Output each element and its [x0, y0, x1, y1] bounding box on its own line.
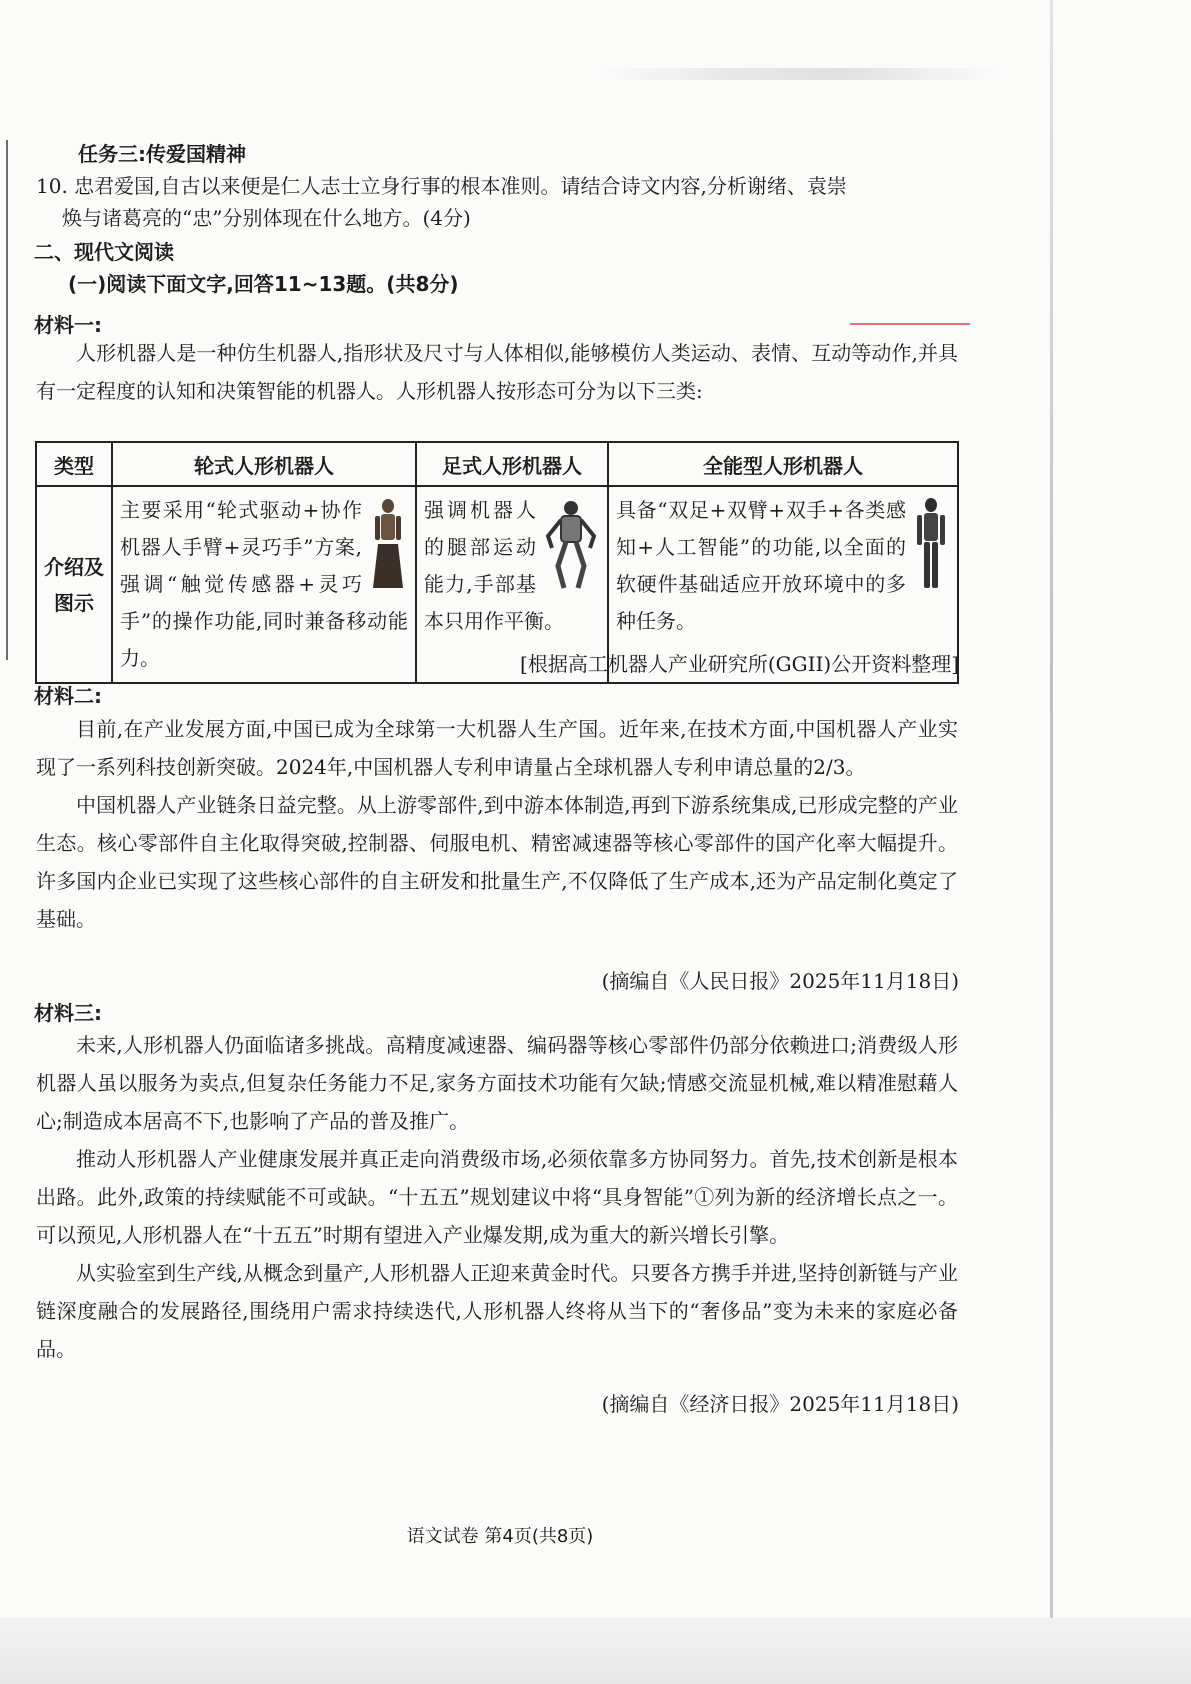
cell-wheeled: 主要采用“轮式驱动+协作机器人手臂+灵巧手”方案,强调“触觉传感器+灵巧手”的操作功能,同时兼备移动能力。 [112, 486, 416, 683]
header-wheeled: 轮式人形机器人 [112, 442, 416, 486]
question-10-line2: 焕与诸葛亮的“忠”分别体现在什么地方。(4分) [62, 206, 471, 230]
material-3-source: (摘编自《经济日报》2025年11月18日) [601, 1392, 959, 1416]
material-1-text: 人形机器人是一种仿生机器人,指形状及尺寸与人体相似,能够模仿人类运动、表情、互动等动作,并具有一定程度的认知和决策智能的机器人。人形机器人按形态可分为以下三类: [36, 341, 958, 403]
page-footer: 语文试卷 第4页(共8页) [406, 1526, 594, 1547]
section-heading: 二、现代文阅读 [34, 240, 174, 264]
row-label: 介绍及 图示 [36, 486, 112, 683]
material-2-paragraph-1: 目前,在产业发展方面,中国已成为全球第一大机器人生产国。近年来,在技术方面,中国机器人产业实现了一系列科技创新突破。2024年,中国机器人专利申请量占全球机器人专利申请总量的2/3。 [36, 717, 958, 779]
subsection-heading: (一)阅读下面文字,回答11~13题。(共8分) [68, 272, 459, 296]
material-2-label: 材料二: [34, 684, 102, 708]
material-3-paragraph-1: 未来,人形机器人仍面临诸多挑战。高精度减速器、编码器等核心零部件仍部分依赖进口;消费级人形机器人虽以服务为卖点,但复杂任务能力不足,家务方面技术功能有欠缺;情感交流显机械,难以精准慰藉人心;制造成本居高不下,也影响了产品的普及推广。 [36, 1033, 958, 1133]
scan-smudge [600, 68, 1000, 80]
humanoid-robot-icon [914, 496, 948, 592]
material-3-paragraph-2: 推动人形机器人产业健康发展并真正走向消费级市场,必须依靠多方协同努力。首先,技术创新是根本出路。此外,政策的持续赋能不可或缺。“十五五”规划建议中将“具身智能”①列为新的经济增长点之一。可以预见,人形机器人在“十五五”时期有望进入产业爆发期,成为重大的新兴增长引擎。 [36, 1147, 958, 1247]
material-3-text [36, 1026, 958, 1368]
header-type: 类型 [36, 442, 112, 486]
material-2-text [36, 710, 958, 938]
header-legged: 足式人形机器人 [416, 442, 608, 486]
cell-allround: 具备“双足+双臂+双手+各类感知+人工智能”的功能,以全面的软硬件基础适应开放环境中的多种任务。 [608, 486, 958, 683]
material-3-label: 材料三: [34, 1001, 102, 1025]
task-title: 任务三:传爱国精神 [78, 142, 246, 166]
wheeled-robot-icon [370, 496, 406, 592]
material-1-source: [根据高工机器人产业研究所(GGII)公开资料整理] [520, 652, 959, 676]
red-mark [850, 323, 970, 325]
question-number: 10. [36, 174, 68, 198]
header-allround: 全能型人形机器人 [608, 442, 958, 486]
material-1-label: 材料一: [34, 313, 102, 337]
scan-edge-left [6, 140, 8, 660]
material-2-source: (摘编自《人民日报》2025年11月18日) [601, 969, 959, 993]
legged-robot-icon [544, 496, 598, 592]
material-3-paragraph-3: 从实验室到生产线,从概念到量产,人形机器人正迎来黄金时代。只要各方携手并进,坚持创新链与产业链深度融合的发展路径,围绕用户需求持续迭代,人形机器人终将从当下的“奢侈品”变为未来的家庭必备品。 [36, 1261, 958, 1361]
question-10-line1: 10. 忠君爱国,自古以来便是仁人志士立身行事的根本准则。请结合诗文内容,分析谢绪、袁崇 [36, 174, 847, 198]
scan-edge-right [1050, 0, 1053, 1684]
material-2-paragraph-2: 中国机器人产业链条日益完整。从上游零部件,到中游本体制造,再到下游系统集成,已形成完整的产业生态。核心零部件自主化取得突破,控制器、伺服电机、精密减速器等核心零部件的国产化率大幅提升。许多国内企业已实现了这些核心部件的自主研发和批量生产,不仅降低了生产成本,还为产品定制化奠定了基础。 [36, 793, 958, 931]
cell-legged: 强调机器人的腿部运动能力,手部基本只用作平衡。 [416, 486, 608, 683]
scan-edge-bottom [0, 1618, 1191, 1684]
